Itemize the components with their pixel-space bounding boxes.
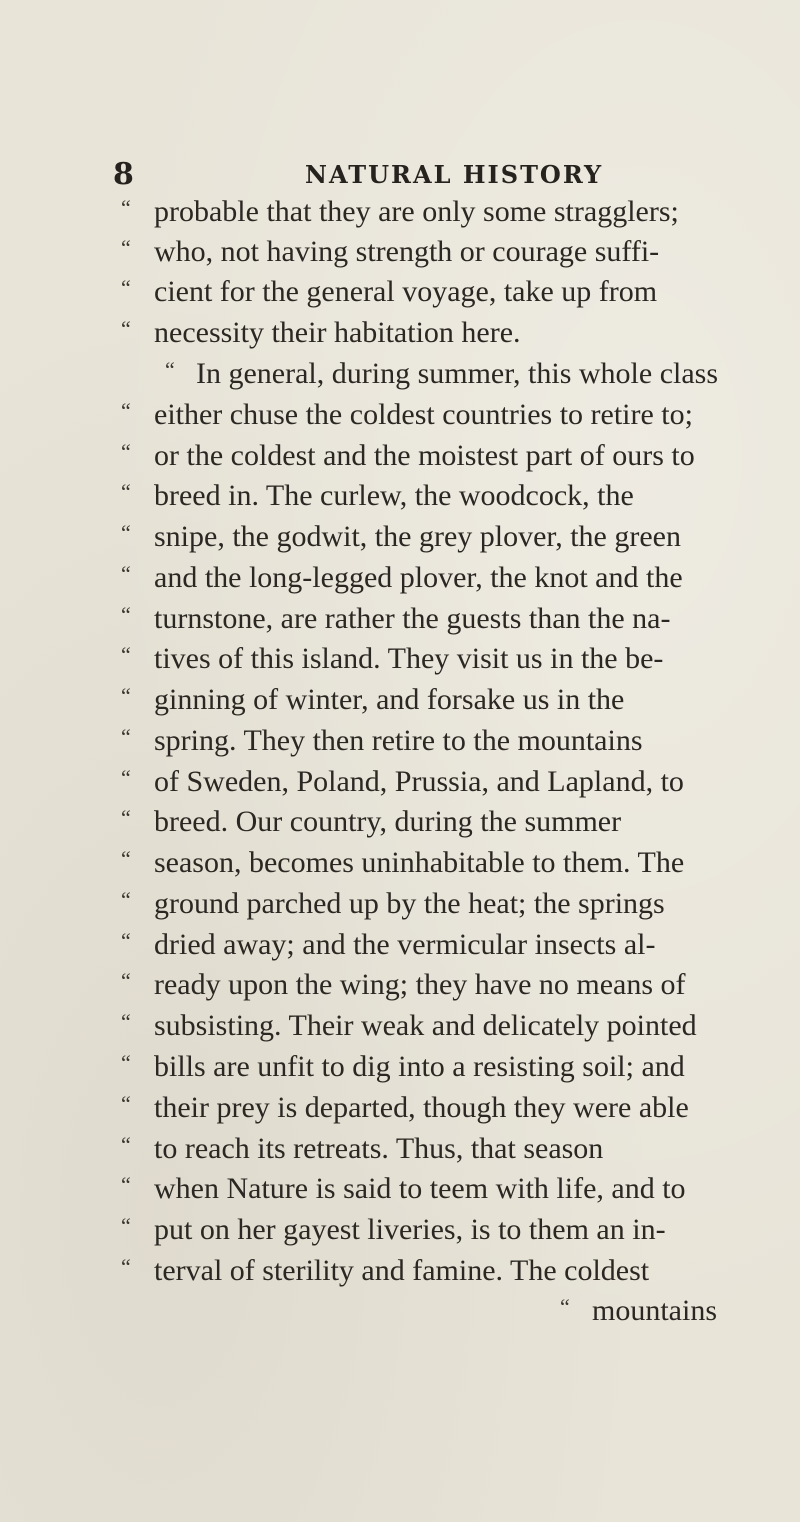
text-line: [0, 642, 800, 676]
text-line: [0, 357, 800, 391]
opening-quote: “: [121, 195, 131, 220]
line-text: put on her gayest liveries, is to them an in-: [154, 1213, 666, 1246]
opening-quote: “: [121, 1132, 131, 1157]
catchword: [0, 1294, 800, 1328]
text-line: [0, 887, 800, 921]
line-text: to reach its retreats. Thus, that season: [154, 1132, 604, 1165]
text-line: [0, 1091, 800, 1125]
opening-quote: “: [121, 275, 131, 300]
line-text: ready upon the wing; they have no means of: [154, 968, 686, 1001]
text-line: [0, 479, 800, 513]
text-line: [0, 316, 800, 350]
line-text: subsisting. Their weak and delicately pointed: [154, 1009, 697, 1042]
opening-quote: “: [121, 724, 131, 749]
opening-quote: “: [121, 398, 131, 423]
opening-quote: “: [121, 1213, 131, 1238]
opening-quote: “: [121, 1254, 131, 1279]
line-text: either chuse the coldest countries to retire to;: [154, 398, 693, 431]
line-text: tives of this island. They visit us in the be-: [154, 642, 664, 675]
opening-quote: “: [121, 1172, 131, 1197]
page-header: [0, 157, 800, 197]
line-text: probable that they are only some stragglers;: [154, 195, 679, 228]
opening-quote: “: [121, 846, 131, 871]
line-text: terval of sterility and famine. The coldest: [154, 1254, 650, 1287]
line-text: bills are unfit to dig into a resisting soil; and: [154, 1050, 685, 1083]
opening-quote: “: [121, 928, 131, 953]
line-text: season, becomes uninhabitable to them. The: [154, 846, 685, 879]
line-text: breed in. The curlew, the woodcock, the: [154, 479, 634, 512]
line-text: spring. They then retire to the mountains: [154, 724, 643, 757]
text-line: [0, 1132, 800, 1166]
text-line: [0, 928, 800, 962]
text-line: [0, 520, 800, 554]
text-line: [0, 968, 800, 1002]
text-line: [0, 1172, 800, 1206]
opening-quote: “: [121, 1091, 131, 1116]
opening-quote: “: [121, 642, 131, 667]
catchword-text: mountains: [592, 1294, 717, 1327]
page-number: 8: [113, 157, 134, 192]
line-text: dried away; and the vermicular insects al-: [154, 928, 656, 961]
text-line: [0, 846, 800, 880]
opening-quote: “: [121, 765, 131, 790]
text-line: [0, 439, 800, 473]
line-text: necessity their habitation here.: [154, 316, 521, 349]
line-text: of Sweden, Poland, Prussia, and Lapland, to: [154, 765, 684, 798]
text-line: [0, 1050, 800, 1084]
line-text: ground parched up by the heat; the springs: [154, 887, 665, 920]
running-head: NATURAL HISTORY: [305, 160, 604, 189]
line-text: ginning of winter, and forsake us in the: [154, 683, 625, 716]
line-text: and the long-legged plover, the knot and the: [154, 561, 683, 594]
text-line: [0, 561, 800, 595]
opening-quote: “: [121, 1050, 131, 1075]
text-line: [0, 805, 800, 839]
text-line: [0, 1254, 800, 1288]
opening-quote: “: [121, 805, 131, 830]
line-text: when Nature is said to teem with life, and to: [154, 1172, 686, 1205]
opening-quote: “: [121, 602, 131, 627]
text-line: [0, 398, 800, 432]
line-text: breed. Our country, during the summer: [154, 805, 622, 838]
catchword-quote: “: [560, 1294, 570, 1319]
text-line: [0, 1009, 800, 1043]
text-line: [0, 1213, 800, 1247]
line-text: who, not having strength or courage suffi-: [154, 235, 660, 268]
line-text: or the coldest and the moistest part of ours to: [154, 439, 695, 472]
text-line: [0, 195, 800, 229]
line-text: In general, during summer, this whole class: [196, 357, 719, 390]
opening-quote: “: [121, 520, 131, 545]
opening-quote: “: [165, 357, 175, 382]
line-text: their prey is departed, though they were able: [154, 1091, 689, 1124]
line-text: turnstone, are rather the guests than the na-: [154, 602, 671, 635]
text-line: [0, 765, 800, 799]
opening-quote: “: [121, 1009, 131, 1034]
opening-quote: “: [121, 439, 131, 464]
opening-quote: “: [121, 887, 131, 912]
text-line: [0, 724, 800, 758]
opening-quote: “: [121, 968, 131, 993]
opening-quote: “: [121, 683, 131, 708]
text-line: [0, 275, 800, 309]
opening-quote: “: [121, 561, 131, 586]
opening-quote: “: [121, 479, 131, 504]
line-text: snipe, the godwit, the grey plover, the green: [154, 520, 681, 553]
opening-quote: “: [121, 235, 131, 260]
line-text: cient for the general voyage, take up from: [154, 275, 658, 308]
text-line: [0, 683, 800, 717]
text-line: [0, 602, 800, 636]
text-line: [0, 235, 800, 269]
opening-quote: “: [121, 316, 131, 341]
